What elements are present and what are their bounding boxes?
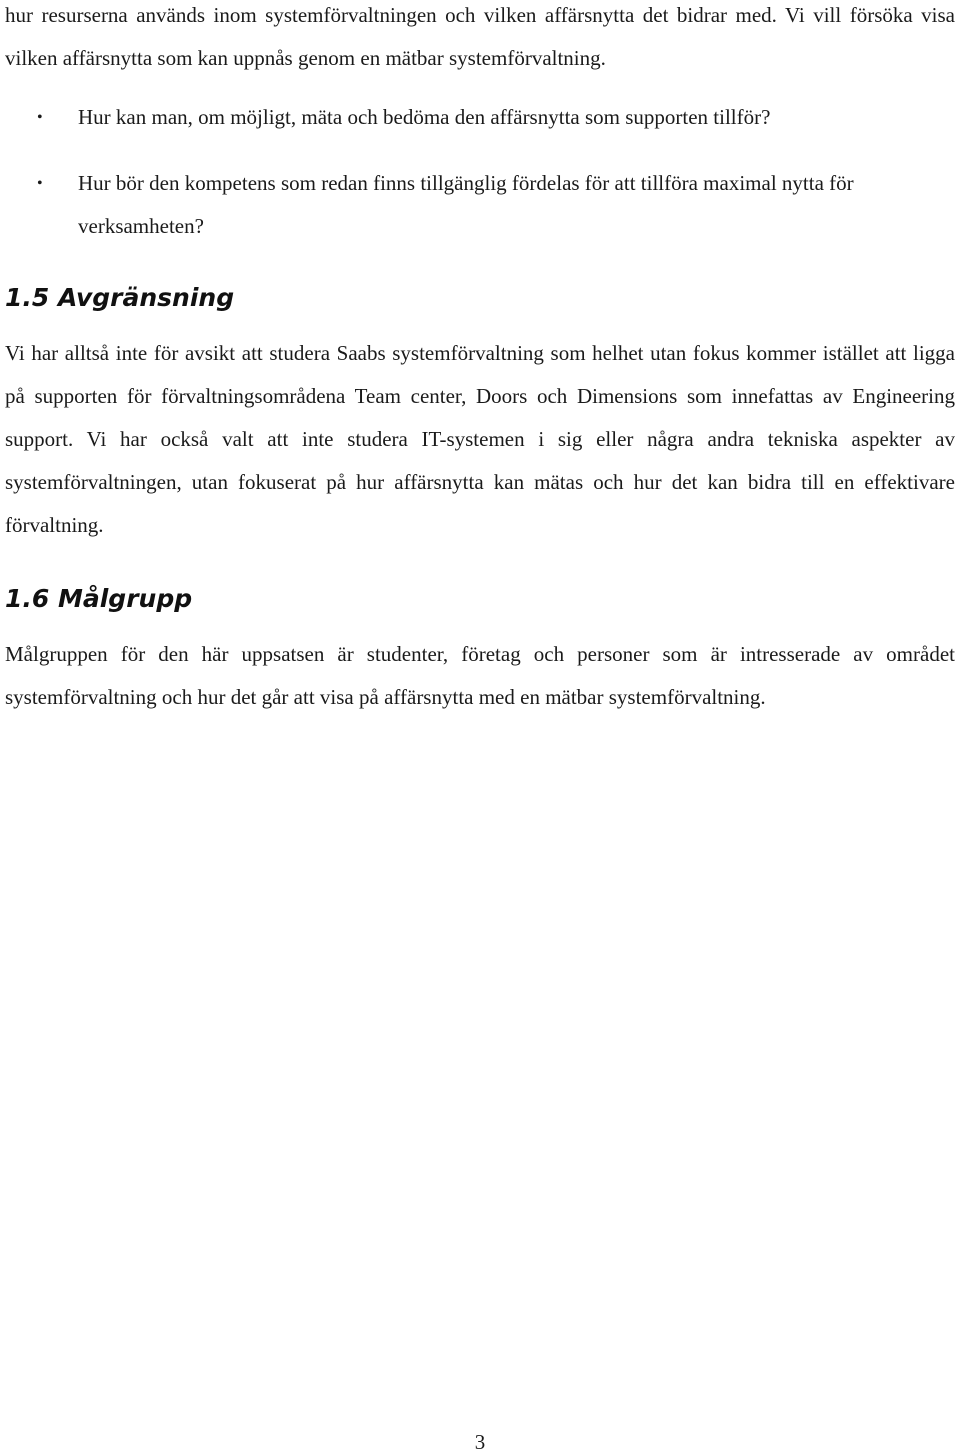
section-body-malgrupp: Målgruppen för den här uppsatsen är studenter, företag och personer som är intresserade av området systemförvaltning och hur det går att visa på affärsnytta med en mätbar systemförvaltning.	[5, 642, 955, 709]
intro-continuation-paragraph: hur resurserna används inom systemförvaltningen och vilken affärsnytta det bidrar med. Vi vill försöka visa vilken affärsnytta som kan uppnås genom en mätbar systemförvaltning.	[5, 3, 955, 70]
bullet-icon: •	[37, 175, 43, 192]
research-questions-list	[0, 96, 960, 271]
page-number: 3	[474, 1430, 486, 1454]
section-body-avgransning: Vi har alltså inte för avsikt att studera Saabs systemförvaltning som helhet utan fokus kommer istället att ligga på supporten för förvaltningsområdena Team center, Doors och Dimensions som innefattas av Engineering support. Vi har också valt att inte studera IT-systemen i sig eller några andra tekniska aspekter av systemförvaltningen, utan fokuserat på hur affärsnytta kan mätas och hur det kan bidra till en effektivare förvaltning.	[5, 341, 955, 537]
list-item-text: Hur kan man, om möjligt, mäta och bedöma den affärsnytta som supporten tillför?	[78, 105, 771, 129]
list-item-text: Hur bör den kompetens som redan finns tillgänglig fördelas för att tillföra maximal nytta för verksamheten?	[78, 171, 854, 238]
bullet-icon: •	[37, 109, 43, 126]
section-heading-malgrupp: 1.6 Målgrupp	[5, 584, 193, 613]
list-item	[0, 96, 918, 139]
list-item	[0, 162, 918, 248]
section-heading-avgransning: 1.5 Avgränsning	[5, 283, 235, 312]
